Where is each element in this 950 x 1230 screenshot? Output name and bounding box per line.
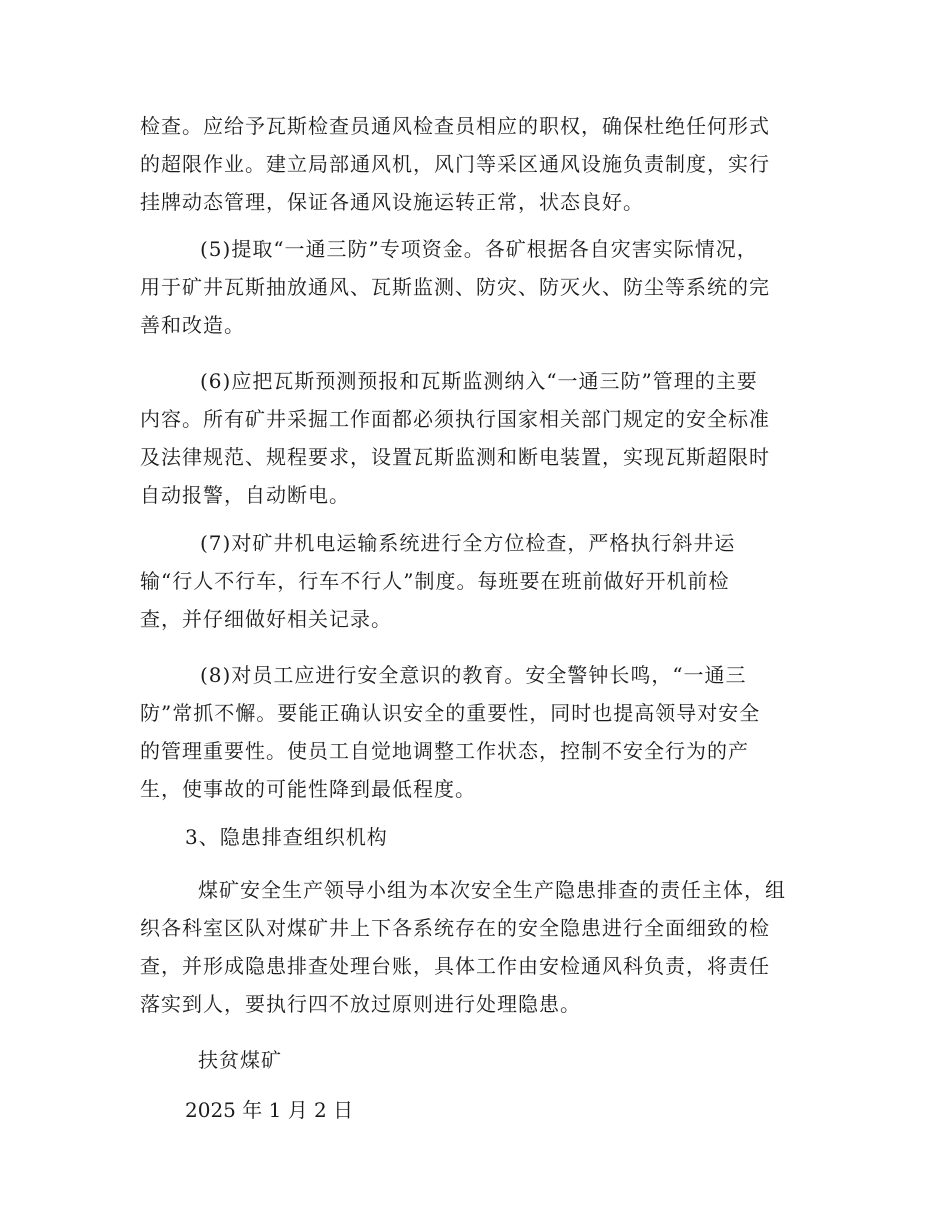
paragraph-ventilation-management <box>140 107 820 221</box>
text-line: 的管理重要性。使员工自觉地调整工作状态，控制不安全行为的产 <box>140 739 749 763</box>
text-line: 查，并形成隐患排查处理台账，具体工作由安检通风科负责，将责任 <box>140 954 770 978</box>
text-line: 善和改造。 <box>140 313 245 337</box>
text-line: 煤矿安全生产领导小组为本次安全生产隐患排查的责任主体，组 <box>198 878 786 902</box>
text-line: 用于矿井瓦斯抽放通风、瓦斯监测、防灾、防灭火、防尘等系统的完 <box>140 275 770 299</box>
text-line: 查，并仔细做好相关记录。 <box>140 607 392 631</box>
text-line: 检查。应给予瓦斯检查员通风检查员相应的职权，确保杜绝任何形式 <box>140 114 770 138</box>
paragraph-item-7 <box>140 524 820 638</box>
text-line: 自动报警，自动断电。 <box>140 483 350 507</box>
section-heading-3 <box>140 818 820 856</box>
paragraph-organization <box>140 871 820 1023</box>
text-line: (7)对矿井机电运输系统进行全方位检查，严格执行斜井运 <box>200 531 736 555</box>
text-line: 挂牌动态管理，保证各通风设施运转正常，状态良好。 <box>140 190 644 214</box>
signature-block <box>140 1041 820 1079</box>
signature-text: 扶贫煤矿 <box>198 1048 282 1072</box>
text-line: 防”常抓不懈。要能正确认识安全的重要性，同时也提高领导对安全 <box>140 701 761 725</box>
text-line: 落实到人，要执行四不放过原则进行处理隐患。 <box>140 992 581 1016</box>
text-line: 及法律规范、规程要求，设置瓦斯监测和断电装置，实现瓦斯超限时 <box>140 445 770 469</box>
text-line: 内容。所有矿井采掘工作面都必须执行国家相关部门规定的安全标准 <box>140 407 770 431</box>
paragraph-item-6 <box>140 362 820 514</box>
text-line: 输“行人不行车，行车不行人”制度。每班要在班前做好开机前检 <box>140 569 730 593</box>
paragraph-item-5 <box>140 230 820 344</box>
date-block <box>140 1091 820 1129</box>
text-line: (6)应把瓦斯预测预报和瓦斯监测纳入“一通三防”管理的主要 <box>200 369 758 393</box>
text-line: 的超限作业。建立局部通风机，风门等采区通风设施负责制度，实行 <box>140 152 770 176</box>
text-line: (8)对员工应进行安全意识的教育。安全警钟长鸣，“一通三 <box>200 663 747 687</box>
heading-text: 3、隐患排查组织机构 <box>185 825 388 849</box>
paragraph-item-8 <box>140 656 820 808</box>
date-text: 2025 年 1 月 2 日 <box>185 1098 354 1122</box>
text-line: (5)提取“一通三防”专项资金。各矿根据各自灾害实际情况， <box>200 237 758 261</box>
text-line: 织各科室区队对煤矿井上下各系统存在的安全隐患进行全面细致的检 <box>140 916 770 940</box>
text-line: 生，使事故的可能性降到最低程度。 <box>140 777 476 801</box>
